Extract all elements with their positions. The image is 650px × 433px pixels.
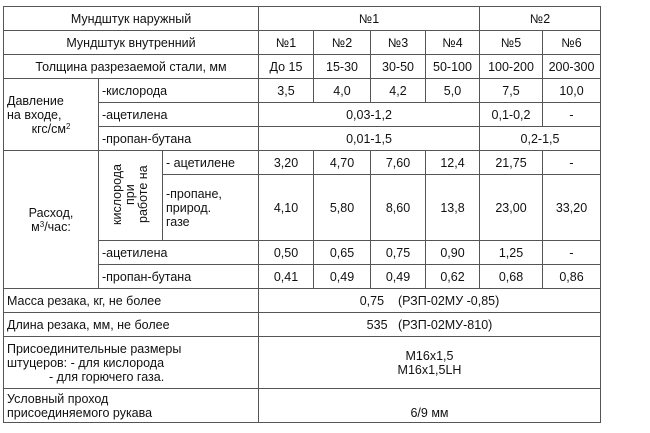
pressure-label-line2: на входе,	[7, 107, 62, 122]
consumption-propane-value: 0,41	[259, 265, 314, 289]
pressure-oxygen-value: 7,5	[480, 79, 543, 103]
oxygen-vertical-line3: работе на	[136, 165, 150, 223]
cutter-spec-table	[3, 6, 601, 423]
consumption-acetylene-value: 1,25	[480, 241, 543, 265]
thickness-value: 50-100	[426, 55, 480, 79]
oxygen-vertical-line2: при	[123, 183, 137, 205]
row-thickness	[4, 55, 601, 79]
row-connection	[4, 337, 601, 389]
pressure-unit: кгс/см	[31, 121, 66, 136]
tip-3: №3	[371, 31, 426, 55]
connection-label-line3: - для горючего газа.	[49, 369, 165, 384]
inner-mouthpiece-label: Мундштук внутренний	[4, 31, 259, 55]
group-1-header: №1	[259, 7, 480, 31]
pressure-propane-group2: 0,2-1,5	[480, 127, 601, 151]
consumption-propane-value: 0,49	[371, 265, 426, 289]
consumption-acetylene-value: -	[543, 241, 601, 265]
pressure-propane-group1: 0,01-1,5	[259, 127, 480, 151]
consumption-acetylene-label: -ацетилена	[99, 241, 259, 265]
ox-propane-value: 33,20	[543, 175, 601, 241]
tip-6: №6	[543, 31, 601, 55]
mass-label: Масса резака, кг, не более	[4, 289, 259, 313]
thickness-label: Толщина разрезаемой стали, мм	[4, 55, 259, 79]
consumption-acetylene-value: 0,65	[314, 241, 371, 265]
row-inner-mouthpiece	[4, 31, 601, 55]
row-consumption-ox-acetylene	[4, 151, 601, 175]
consumption-unit-rest: /час:	[44, 219, 71, 234]
hose-value: 6/9 мм	[259, 389, 601, 423]
outer-mouthpiece-label: Мундштук наружный	[4, 7, 259, 31]
thickness-value: 30-50	[371, 55, 426, 79]
ox-propane-value: 23,00	[480, 175, 543, 241]
row-mass	[4, 289, 601, 313]
consumption-label	[4, 151, 99, 289]
pressure-acetylene-label: -ацетилена	[99, 103, 259, 127]
pressure-acetylene-group1: 0,03-1,2	[259, 103, 480, 127]
row-pressure-oxygen	[4, 79, 601, 103]
connection-label-line1: Присоединительные размеры	[7, 341, 182, 356]
length-label: Длина резака, мм, не более	[4, 313, 259, 337]
pressure-oxygen-value: 10,0	[543, 79, 601, 103]
thickness-value: До 15	[259, 55, 314, 79]
ox-propane-label-line3: газе	[166, 214, 190, 229]
ox-acetylene-value: 21,75	[480, 151, 543, 175]
consumption-unit-m: м	[31, 219, 40, 234]
oxygen-vertical-line1: кислорода	[110, 163, 124, 225]
oxygen-vertical-label	[99, 151, 163, 241]
tip-1: №1	[259, 31, 314, 55]
tip-2: №2	[314, 31, 371, 55]
consumption-acetylene-value: 0,50	[259, 241, 314, 265]
group-2-header: №2	[480, 7, 601, 31]
connection-label	[4, 337, 259, 389]
pressure-label-line1: Давление	[7, 93, 64, 108]
thickness-value: 200-300	[543, 55, 601, 79]
hose-label-line2: присоединяемого рукава	[7, 406, 153, 420]
connection-value-line2: М16х1,5LH	[397, 362, 462, 377]
ox-propane-value: 4,10	[259, 175, 314, 241]
pressure-acetylene-tip6: -	[543, 103, 601, 127]
row-length	[4, 313, 601, 337]
connection-value-line1: М16х1,5	[405, 348, 454, 363]
ox-acetylene-value: -	[543, 151, 601, 175]
thickness-value: 15-30	[314, 55, 371, 79]
row-outer-mouthpiece	[4, 7, 601, 31]
pressure-oxygen-label: -кислорода	[99, 79, 259, 103]
pressure-oxygen-value: 4,2	[371, 79, 426, 103]
ox-acetylene-value: 12,4	[426, 151, 480, 175]
consumption-propane-value: 0,62	[426, 265, 480, 289]
pressure-propane-label: -пропан-бутана	[99, 127, 259, 151]
ox-acetylene-value: 7,60	[371, 151, 426, 175]
ox-acetylene-value: 3,20	[259, 151, 314, 175]
hose-label-line1: Условный проход	[7, 392, 109, 406]
consumption-unit-sup: 3	[39, 219, 45, 229]
ox-propane-label	[163, 175, 259, 241]
pressure-oxygen-value: 4,0	[314, 79, 371, 103]
consumption-label-line1: Расход,	[28, 205, 74, 220]
ox-propane-value: 13,8	[426, 175, 480, 241]
consumption-propane-value: 0,86	[543, 265, 601, 289]
ox-acetylene-value: 4,70	[314, 151, 371, 175]
pressure-oxygen-value: 3,5	[259, 79, 314, 103]
tip-4: №4	[426, 31, 480, 55]
row-hose	[4, 389, 601, 423]
consumption-acetylene-value: 0,75	[371, 241, 426, 265]
pressure-unit-sup: 2	[65, 121, 71, 131]
ox-propane-label-line2: природ.	[166, 200, 212, 215]
tip-5: №5	[480, 31, 543, 55]
connection-value	[259, 337, 601, 389]
connection-label-line2: штуцеров: - для кислорода	[7, 355, 165, 370]
pressure-oxygen-value: 5,0	[426, 79, 480, 103]
consumption-propane-value: 0,68	[480, 265, 543, 289]
consumption-propane-label: -пропан-бутана	[99, 265, 259, 289]
ox-propane-value: 8,60	[371, 175, 426, 241]
pressure-label	[4, 79, 99, 151]
consumption-acetylene-value: 0,90	[426, 241, 480, 265]
pressure-acetylene-tip5: 0,1-0,2	[480, 103, 543, 127]
hose-label	[4, 389, 259, 423]
mass-value: 0,75 (РЗП-02МУ -0,85)	[259, 289, 601, 313]
ox-propane-value: 5,80	[314, 175, 371, 241]
length-value: 535 (РЗП-02МУ-810)	[259, 313, 601, 337]
ox-acetylene-label: - ацетилене	[163, 151, 259, 175]
thickness-value: 100-200	[480, 55, 543, 79]
consumption-propane-value: 0,49	[314, 265, 371, 289]
ox-propane-label-line1: -пропане,	[166, 186, 222, 201]
